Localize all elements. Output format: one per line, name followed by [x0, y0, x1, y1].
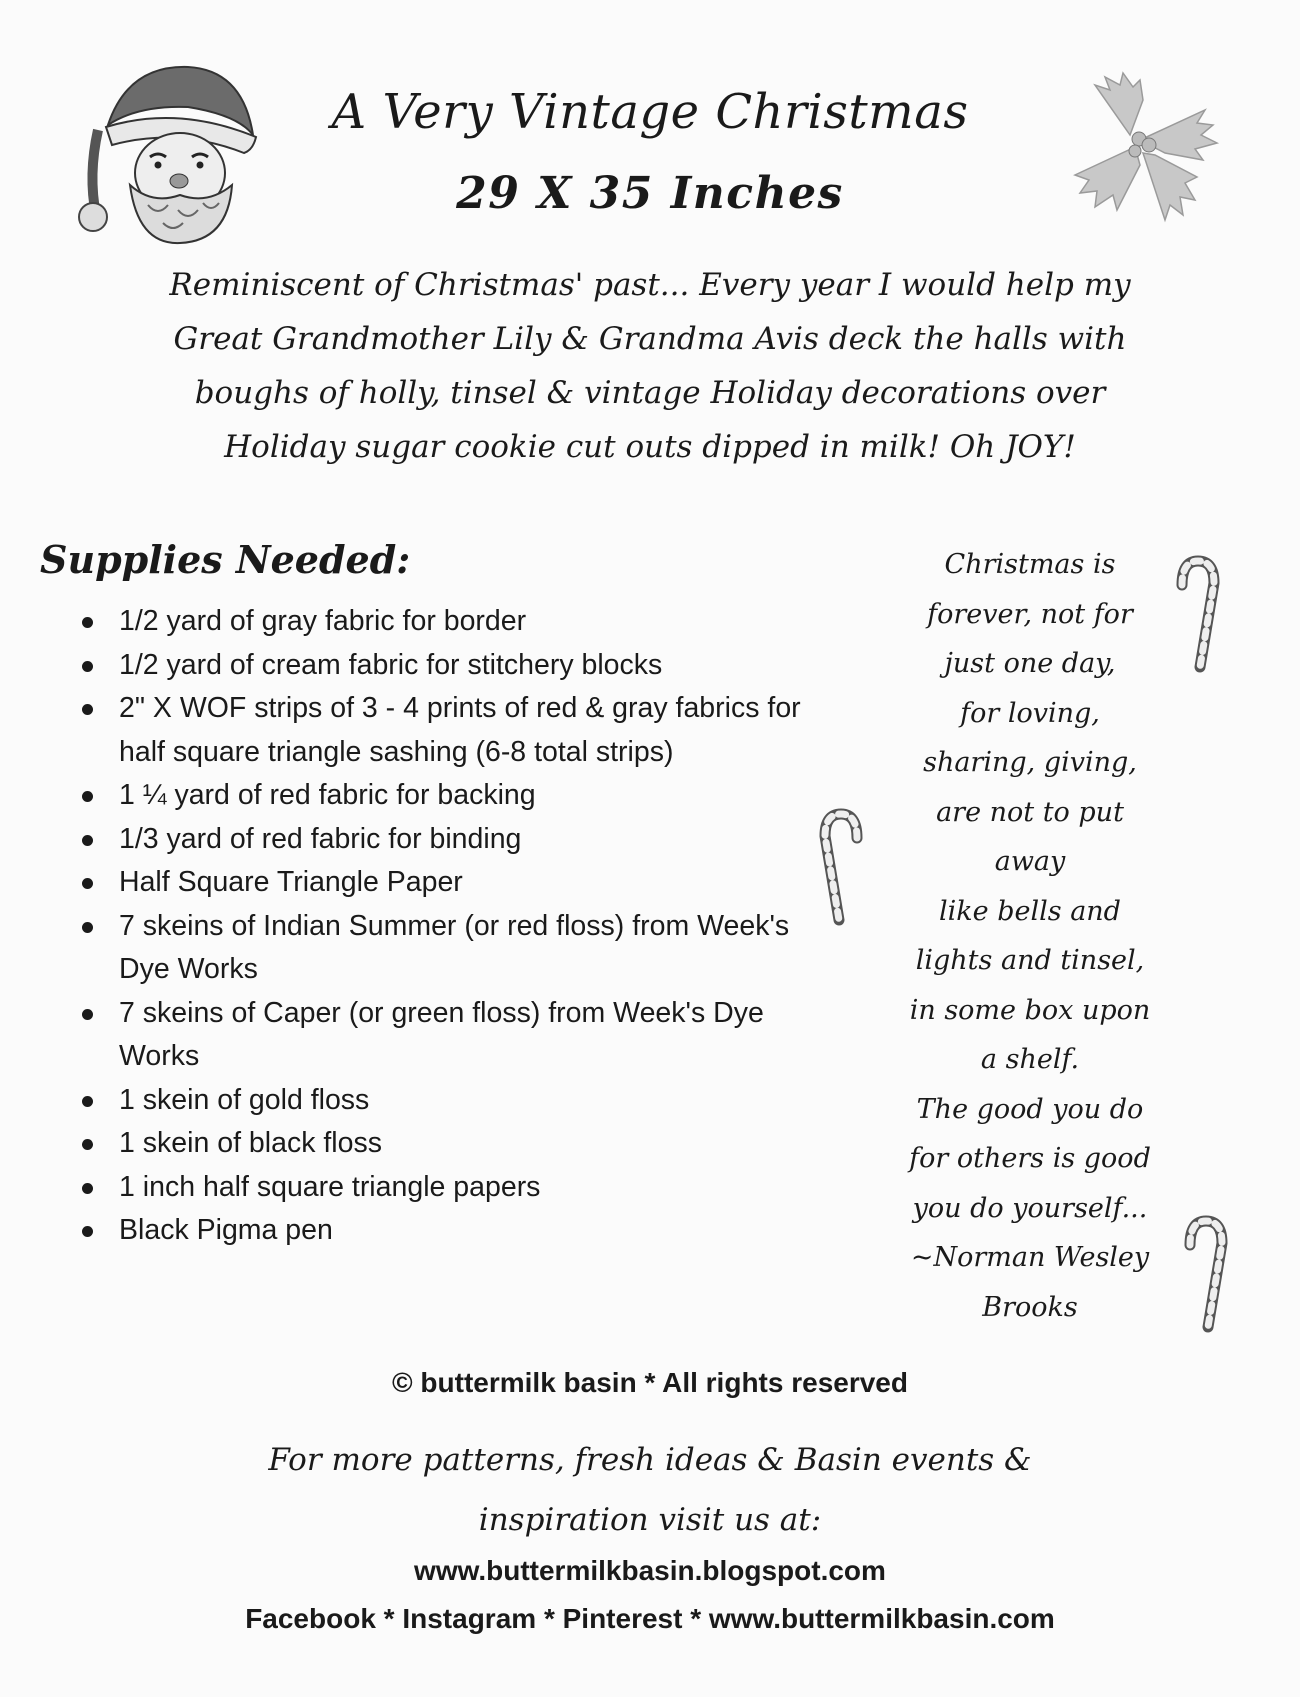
list-item: 1 skein of gold floss: [82, 1079, 842, 1123]
poem-line: a shelf.: [980, 1044, 1080, 1075]
more-info-line: For more patterns, fresh ideas & Basin events &: [268, 1442, 1032, 1478]
list-item: 1/3 yard of red fabric for binding: [82, 818, 842, 862]
poem-line: The good you do: [916, 1093, 1144, 1125]
poem-author: ~Norman Wesley: [910, 1242, 1150, 1273]
poem-line: for loving,: [960, 697, 1100, 729]
santa-face-icon: [68, 45, 268, 245]
poem-line: sharing, giving,: [923, 747, 1137, 778]
more-info-line: inspiration visit us at:: [478, 1502, 822, 1538]
poem-line: are not to put: [936, 796, 1124, 828]
poem-author: Brooks: [982, 1291, 1078, 1323]
poem-line: like bells and: [939, 895, 1121, 927]
list-item: 1/2 yard of gray fabric for border: [82, 600, 842, 644]
list-item: 1 inch half square triangle papers: [82, 1166, 842, 1210]
candy-cane-icon: [1170, 555, 1220, 675]
poem-line: you do yourself...: [912, 1192, 1148, 1224]
poem-line: lights and tinsel,: [915, 945, 1145, 976]
supplies-heading: Supplies Needed:: [40, 537, 411, 582]
candy-cane-icon: [817, 808, 867, 928]
poem-quote: [870, 540, 1190, 1332]
list-item: 7 skeins of Indian Summer (or red floss) from Week's Dye Works: [82, 905, 842, 992]
list-item: 7 skeins of Caper (or green floss) from Week's Dye Works: [82, 992, 842, 1079]
poem-line: just one day,: [944, 648, 1116, 679]
list-item: 1/2 yard of cream fabric for stitchery blocks: [82, 644, 842, 688]
poem-line: for others is good: [909, 1143, 1151, 1174]
holly-sprig-icon: [1055, 65, 1235, 230]
copyright-notice: © buttermilk basin * All rights reserved: [392, 1367, 908, 1398]
list-item: Half Square Triangle Paper: [82, 861, 842, 905]
blog-link[interactable]: www.buttermilkbasin.blogspot.com: [414, 1555, 886, 1586]
intro-line: Holiday sugar cookie cut outs dipped in milk! Oh JOY!: [224, 429, 1076, 465]
social-links[interactable]: Facebook * Instagram * Pinterest * www.buttermilkbasin.com: [245, 1603, 1055, 1634]
list-item: 1 skein of black floss: [82, 1122, 842, 1166]
list-item: 2" X WOF strips of 3 - 4 prints of red & gray fabrics for half square triangle sashing (6-8 total strips): [82, 687, 842, 774]
poem-line: away: [994, 846, 1066, 877]
poem-line: in some box upon: [909, 994, 1151, 1026]
intro-paragraph: [40, 258, 1260, 474]
poem-line: Christmas is: [944, 549, 1116, 580]
list-item: Black Pigma pen: [82, 1209, 842, 1253]
poem-line: forever, not for: [927, 598, 1133, 630]
intro-line: Great Grandmother Lily & Grandma Avis deck the halls with: [173, 321, 1127, 357]
intro-line: Reminiscent of Christmas' past... Every year I would help my: [169, 267, 1131, 303]
candy-cane-icon: [1180, 1215, 1230, 1335]
list-item: 1 ¼ yard of red fabric for backing: [82, 774, 842, 818]
intro-line: boughs of holly, tinsel & vintage Holiday decorations over: [194, 375, 1106, 411]
pattern-size: 29 X 35 Inches: [456, 168, 844, 219]
supplies-list: [82, 600, 842, 1253]
more-info-text: [80, 1430, 1220, 1550]
pattern-title: A Very Vintage Christmas: [331, 84, 969, 140]
